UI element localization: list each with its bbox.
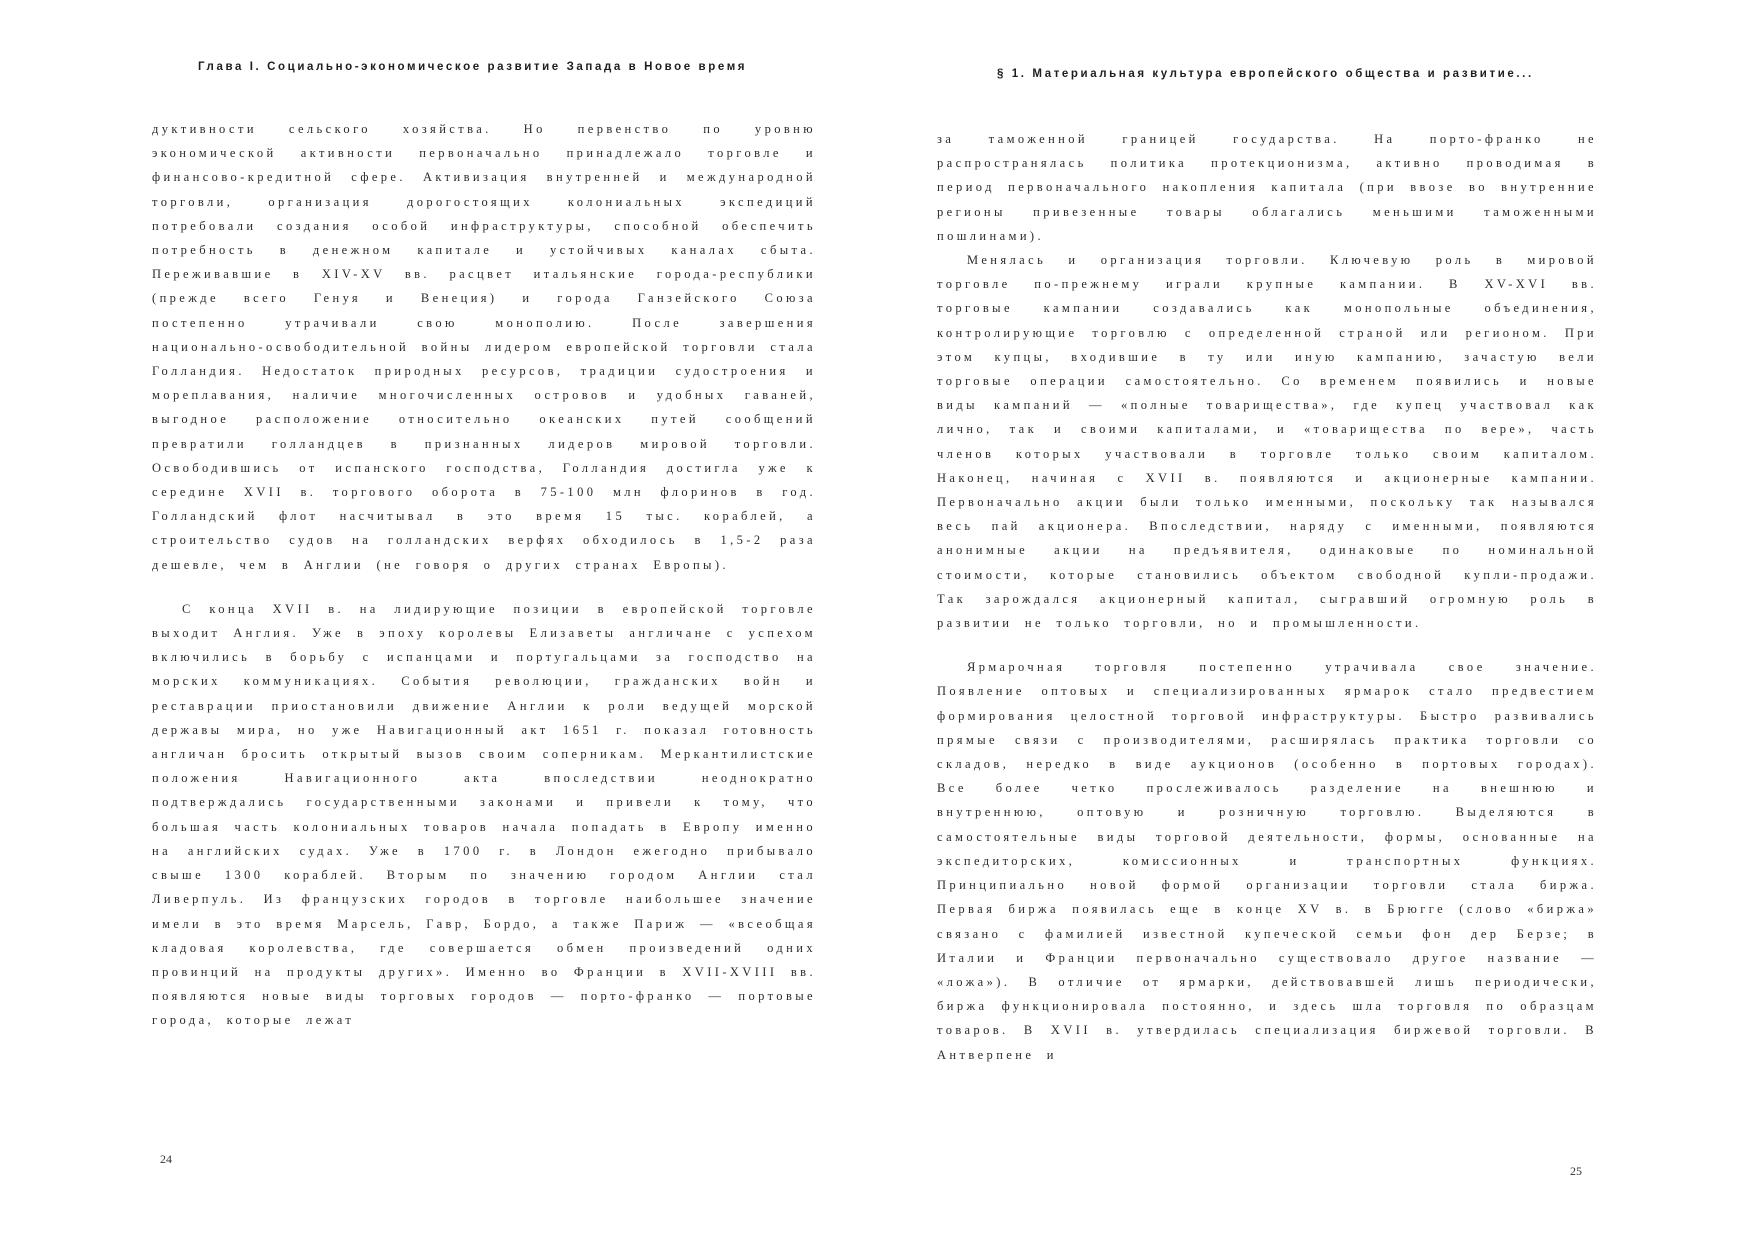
paragraph: дуктивности сельского хозяйства. Но первенство по уровню экономической активности первоначально принадлежало торговле и финансово-кредитной сфере. Активизация внутренней и международной торговли, организация дорогостоящих колониальных экспедиций потребовали создания особой инфраструктуры, способной обеспечить потребность в денежном капитале и устойчивых каналах сбыта. Переживавшие в XIV-XV вв. расцвет итальянские города-республики (прежде всего Генуя и Венеция) и города Ганзейского Союза постепенно утрачивали свою монополию. После завершения национально-освободительной войны лидером европейской торговли стала Голландия. Недостаток природных ресурсов, традиции судостроения и мореплавания, наличие многочисленных островов и удобных гаваней, выгодное расположение относительно океанских путей сообщений превратили голландцев в признанных лидеров мировой торговли. Освободившись от испанского господства, Голландия достигла уже к середине XVII в. торгового оборота в 75-100 млн флоринов в год. Голландский флот насчитывал в это время 15 тыс. кораблей, а строительство судов на голландских верфях обходилось в 1,5-2 раза дешевле, чем в Англии (не говоря о других странах Европы). bbox=[152, 122, 816, 572]
running-head: § 1. Материальная культура европейского общества и развитие... bbox=[997, 68, 1534, 80]
running-head: Глава I. Социально-экономическое развитие Запада в Новое время bbox=[198, 61, 748, 73]
body-text bbox=[937, 127, 1597, 1067]
right-page bbox=[877, 0, 1754, 1239]
page-number: 24 bbox=[160, 1152, 172, 1166]
page-number: 25 bbox=[1570, 1164, 1582, 1178]
paragraph: Менялась и организация торговли. Ключевую роль в мировой торговле по-прежнему играли крупные кампании. В XV-XVI вв. торговые кампании создавались как монопольные объединения, контролирующие торговлю с определенной страной или регионом. При этом купцы, входившие в ту или иную кампанию, зачастую вели торговые операции самостоятельно. Со временем появились и новые виды кампаний — «полные товарищества», где купец участвовал как лично, так и своими капиталами, и «товарищества по вере», часть членов которых участвовали в торговле только своим капиталом. Наконец, начиная с XVII в. появляются и акционерные кампании. Первоначально акции были только именными, поскольку так назывался весь пай акционера. Впоследствии, наряду с именными, появляются анонимные акции на предъявителя, одинаковые по номинальной стоимости, которые становились объектом свободной купли-продажи. Так зарождался акционерный капитал, сыгравший огромную роль в развитии не только торговли, но и промышленности. bbox=[937, 253, 1597, 631]
paragraph: за таможенной границей государства. На порто-франко не распространялась политика протекционизма, активно проводимая в период первоначального накопления капитала (при ввозе во внутренние регионы привезенные товары облагались меньшими таможенными пошлинами). bbox=[937, 132, 1597, 243]
body-text bbox=[152, 117, 816, 1033]
paragraph: Ярмарочная торговля постепенно утрачивала свое значение. Появление оптовых и специализированных ярмарок стало предвестием формирования целостной торговой инфраструктуры. Быстро развивались прямые связи с производителями, расширялась практика торговли со складов, нередко в виде аукционов (особенно в портовых городах). Все более четко прослеживалось разделение на внешнюю и внутреннюю, оптовую и розничную торговлю. Выделяются в самостоятельные виды торговой деятельности, формы, основанные на экспедиторских, комиссионных и транспортных функциях. Принципиально новой формой организации торговли стала биржа. Первая биржа появилась еще в конце XV в. в Брюгге (слово «биржа» связано с фамилией известной купеческой семьи фон дер Берзе; в Италии и Франции первоначально существовало другое название — «ложа»). В отличие от ярмарки, действовавшей лишь периодически, биржа функционировала постоянно, и здесь шла торговля по образцам товаров. В XVII в. утвердилась специализация биржевой торговли. В Антверпене и bbox=[937, 660, 1597, 1062]
paragraph: С конца XVII в. на лидирующие позиции в европейской торговле выходит Англия. Уже в эпоху королевы Елизаветы англичане с успехом включились в борьбу с испанцами и португальцами за господство на морских коммуникациях. События революции, гражданских войн и реставрации приостановили движение Англии к роли ведущей морской державы мира, но уже Навигационный акт 1651 г. показал готовность англичан бросить открытый вызов своим соперникам. Меркантилистские положения Навигационного акта впоследствии неоднократно подтверждались государственными законами и привели к тому, что большая часть колониальных товаров начала попадать в Европу именно на английских судах. Уже в 1700 г. в Лондон ежегодно прибывало свыше 1300 кораблей. Вторым по значению городом Англии стал Ливерпуль. Из французских городов в торговле наибольшее значение имели в это время Марсель, Гавр, Бордо, а также Париж — «всеобщая кладовая королевства, где совершается обмен произведений одних провинций на продукты других». Именно во Франции в XVII-XVIII вв. появляются новые виды торговых городов — порто-франко — портовые города, которые лежат bbox=[152, 601, 816, 1028]
